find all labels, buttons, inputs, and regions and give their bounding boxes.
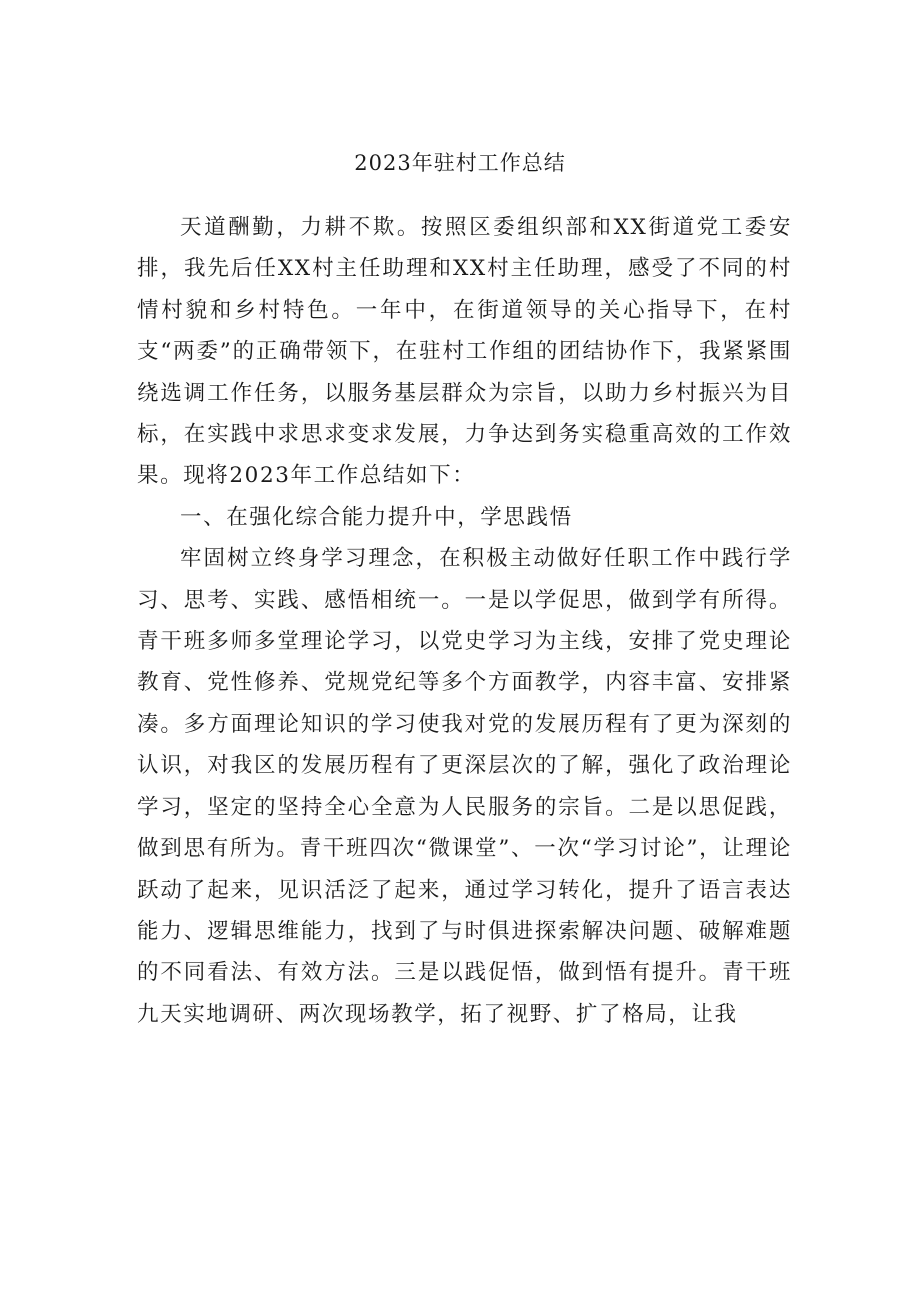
paragraph-intro: 天道酬勤，力耕不欺。按照区委组织部和XX街道党工委安排，我先后任XX村主任助理和XX村主任助理，感受了不同的村情村貌和乡村特色。一年中，在街道领导的关心指导下，在村支“两委”的正确带领下，在驻村工作组的团结协作下，我紧紧围绕选调工作任务，以服务基层群众为宗旨，以助力乡村振兴为目标，在实践中求思求变求发展，力争达到务实稳重高效的工作效果。现将2023年工作总结如下： <box>137 215 792 489</box>
section-heading-1: 一、在强化综合能力提升中，学思践悟 <box>180 504 573 530</box>
document-body <box>137 207 792 1035</box>
document-title: 2023年驻村工作总结 <box>354 151 566 175</box>
paragraph-section-1: 牢固树立终身学习理念，在积极主动做好任职工作中践行学习、思考、实践、感悟相统一。一是以学促思，做到学有所得。青干班多师多堂理论学习，以党史学习为主线，安排了党史理论教育、党性修养、党规党纪等多个方面教学，内容丰富、安排紧凑。多方面理论知识的学习使我对党的发展历程有了更为深刻的认识，对我区的发展历程有了更深层次的了解，强化了政治理论学习，坚定的坚持全心全意为人民服务的宗旨。二是以思促践，做到思有所为。青干班四次“微课堂”、一次“学习讨论”，让理论跃动了起来，见识活泛了起来，通过学习转化，提升了语言表达能力、逻辑思维能力，找到了与时俱进探索解决问题、破解难题的不同看法、有效方法。三是以践促悟，做到悟有提升。青干班九天实地调研、两次现场教学，拓了视野、扩了格局，让我 <box>137 546 792 1027</box>
